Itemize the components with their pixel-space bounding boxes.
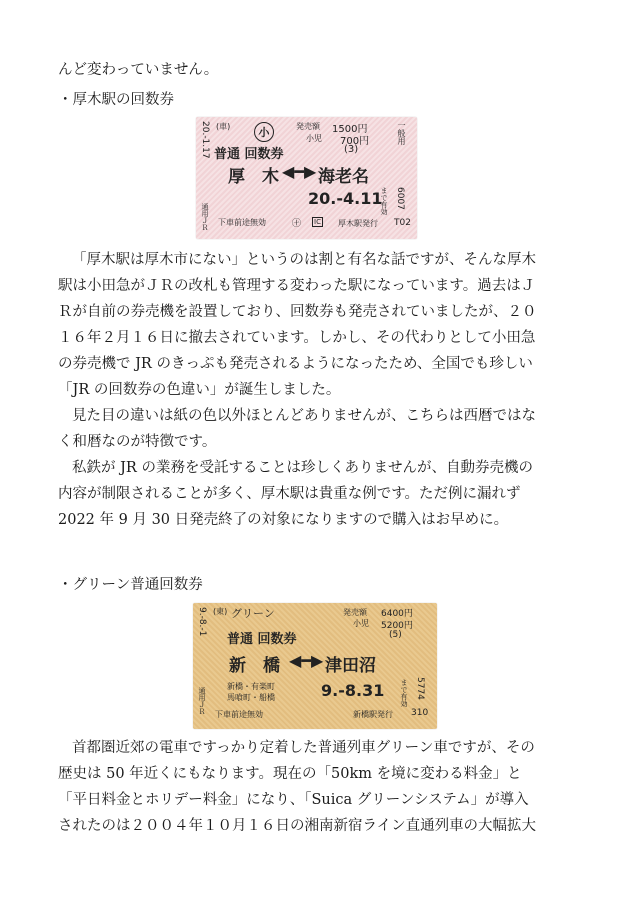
ticket-left-note: 通用ＪＲ xyxy=(201,203,209,231)
price-child: 700円 xyxy=(340,136,370,147)
ticket-route-arrow-icon: ◀━▶ xyxy=(282,162,317,181)
ticket-right-mark: 一般用 xyxy=(397,121,406,145)
ticket-route-line-b: 馬喰町・船橋 xyxy=(227,693,275,702)
child-label: 小児 xyxy=(306,134,322,143)
text-line: 見た目の違いは紙の色以外ほとんどありませんが、こちらは西暦ではな xyxy=(72,408,536,424)
ticket-expiry: 20.-4.11 xyxy=(308,189,383,208)
section-heading-green: ・グリーン普通回数券 xyxy=(58,577,203,593)
text-line: されたのは２００４年１０月１６日の湘南新宿ライン直通列車の大幅拡大 xyxy=(58,818,537,834)
price-label: 発売額 xyxy=(343,608,367,617)
price-label: 発売額 xyxy=(296,122,320,131)
ticket-code: 310 xyxy=(411,708,429,718)
text-line: １６年２月１６日に撤去されています。しかし、その代わりとして小田急 xyxy=(58,330,536,346)
ticket-expiry-note: まで有効 xyxy=(380,187,388,215)
ticket-count: (3) xyxy=(344,144,359,155)
ticket-left-note: 通用ＪＲ xyxy=(198,687,206,715)
ticket-issuer: 新橋駅発行 xyxy=(353,710,393,719)
ticket-route-line-a: 新橋・有楽町 xyxy=(227,682,275,691)
text-line: の券売機で JR のきっぷも発売されるようになったため、全国でも珍しい xyxy=(58,356,533,372)
ticket-side-date: 9.-8.-1 xyxy=(197,607,207,637)
price-adult: 1500円 xyxy=(332,124,368,135)
ticket-code: T02 xyxy=(394,218,411,228)
ticket-from-station: 厚 木 xyxy=(228,167,279,187)
price-adult: 6400円 xyxy=(381,609,413,619)
child-label: 小児 xyxy=(353,619,369,628)
ticket-count: (5) xyxy=(389,630,402,640)
ticket-tsu-mark-icon: ㊉ xyxy=(292,219,302,229)
ticket-bottom-note: 下車前途無効 xyxy=(218,218,266,227)
text-line: んど変わっていません。 xyxy=(58,62,219,78)
ticket-to-station: 海老名 xyxy=(318,167,369,187)
ticket-title: 普通 回数券 xyxy=(214,147,284,162)
text-line: 歴史は 50 年近くにもなります。現在の「50km を境に変わる料金」と xyxy=(58,766,522,782)
ticket-green-label: グリーン xyxy=(231,607,275,620)
text-line: く和暦なのが特徴です。 xyxy=(58,434,217,450)
ticket-serial: 5774 xyxy=(415,677,425,700)
ticket-title: 普通 回数券 xyxy=(227,632,297,647)
ticket-route-arrow-icon: ◀━▶ xyxy=(289,651,324,670)
text-line: Ｒが自前の券売機を設置しており、回数券も発売されていましたが、２０ xyxy=(58,304,537,320)
ticket-expiry-note: まで有効 xyxy=(400,679,408,707)
ticket-from-station: 新 橋 xyxy=(229,656,280,676)
text-line: 駅は小田急がＪＲの改札も管理する変わった駅になっています。過去はＪ xyxy=(58,278,536,294)
ticket-side-mark: (東) xyxy=(213,607,228,616)
text-line: 首都圏近郊の電車ですっかり定着した普通列車グリーン車ですが、その xyxy=(72,740,535,756)
ticket-side-mark: (車) xyxy=(216,122,231,131)
ic-mark-icon: IC xyxy=(314,218,321,226)
ticket-expiry: 9.-8.31 xyxy=(321,681,385,700)
text-line: 「厚木駅は厚木市にない」というのは割と有名な話ですが、そんな厚木 xyxy=(72,252,536,268)
section-heading-atsugi: ・厚木駅の回数券 xyxy=(58,92,174,108)
child-mark-icon: 小 xyxy=(254,122,274,142)
ticket-bottom-note: 下車前途無効 xyxy=(215,710,263,719)
ticket-to-station: 津田沼 xyxy=(325,656,376,676)
ticket-serial: 6007 xyxy=(395,187,405,210)
atsugi-coupon-ticket-image xyxy=(196,117,417,239)
green-coupon-ticket-image xyxy=(193,603,437,729)
ticket-issuer: 厚木駅発行 xyxy=(338,219,378,228)
text-line: 「JR の回数券の色違い」が誕生しました。 xyxy=(58,382,341,398)
ticket-side-date: 20.-1.17 xyxy=(200,121,210,159)
text-line: 「平日料金とホリデー料金」になり、「Suica グリーンシステム」が導入 xyxy=(58,792,529,808)
text-line: 2022 年 9 月 30 日発売終了の対象になりますので購入はお早めに。 xyxy=(58,512,509,528)
text-line: 内容が制限されることが多く、厚木駅は貴重な例です。ただ例に漏れず xyxy=(58,486,521,502)
text-line: 私鉄が JR の業務を受託することは珍しくありませんが、自動券売機の xyxy=(72,460,533,476)
price-child: 5200円 xyxy=(381,621,413,631)
